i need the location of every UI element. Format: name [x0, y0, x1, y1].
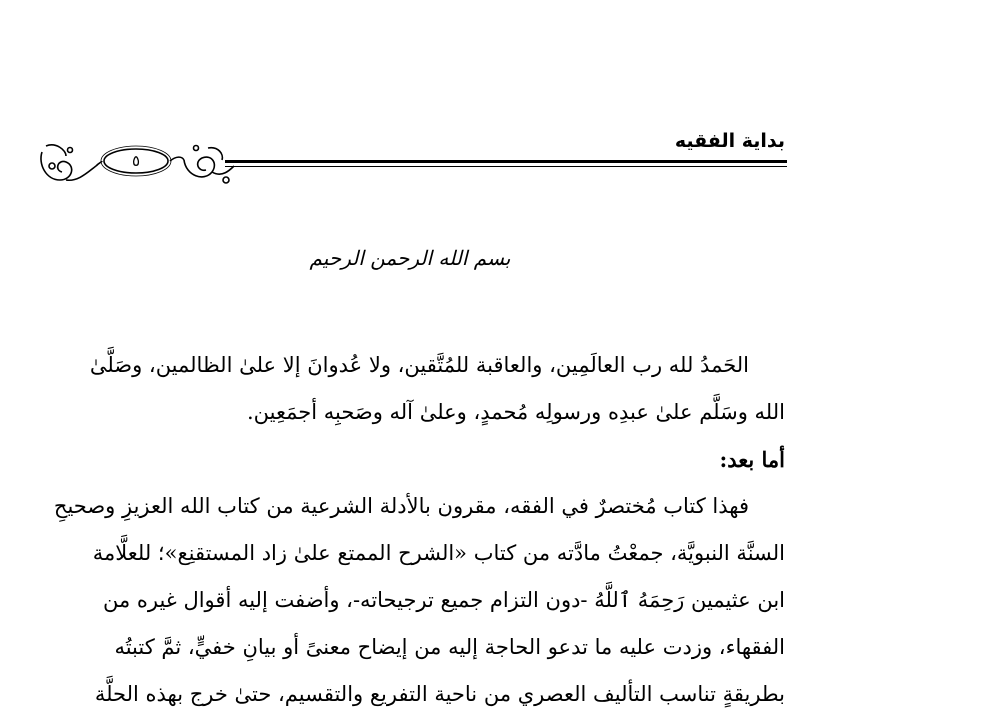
intro-line-2: الله وسَلَّم علىٰ عبدِه ورسولِه مُحمدٍ، وعلىٰ آله وصَحبِه أجمَعِين.	[246, 400, 785, 424]
page-number: ٥	[131, 152, 141, 170]
intro-line-1: الحَمدُ لله رب العالَمِين، والعاقبة للمُتَّقين، ولا عُدوانَ إلا علىٰ الظالمين، وصَلَّىٰ	[89, 353, 749, 377]
main-line-5: بطريقةٍ تناسب التأليف العصري من ناحية التفريع والتقسيم، حتىٰ خرج بهذه الحلَّة	[94, 682, 785, 706]
body-text	[38, 342, 785, 718]
main-line-2: السنَّة النبويَّة، جمعْتُ مادَّته من كتاب «الشرح الممتع علىٰ زاد المستقنِع»؛ للعلَّامة	[92, 541, 785, 565]
basmala: بسم الله الرحمن الرحيم	[309, 246, 511, 270]
main-line-3: ابن عثيمين رَحِمَهُ ٱللَّهُ -دون التزام جميع ترجيحاته-، وأضفت إليه أقوال غيره من	[102, 588, 785, 612]
header-rule-thick	[225, 160, 787, 163]
main-line-1: فهذا كتاب مُختصرٌ في الفقه، مقرون بالأدلة الشرعية من كتاب الله العزيزِ وصحيحِ	[53, 494, 749, 518]
subheading: أما بعد:	[719, 447, 785, 472]
running-title: بداية الفقيه	[674, 130, 785, 152]
main-line-4: الفقهاء، وزدت عليه ما تدعو الحاجة إليه من إيضاح معنىً أو بيانِ خفيٍّ، ثمَّ كتبتُه	[114, 635, 785, 659]
header-rule-thin	[225, 166, 787, 167]
